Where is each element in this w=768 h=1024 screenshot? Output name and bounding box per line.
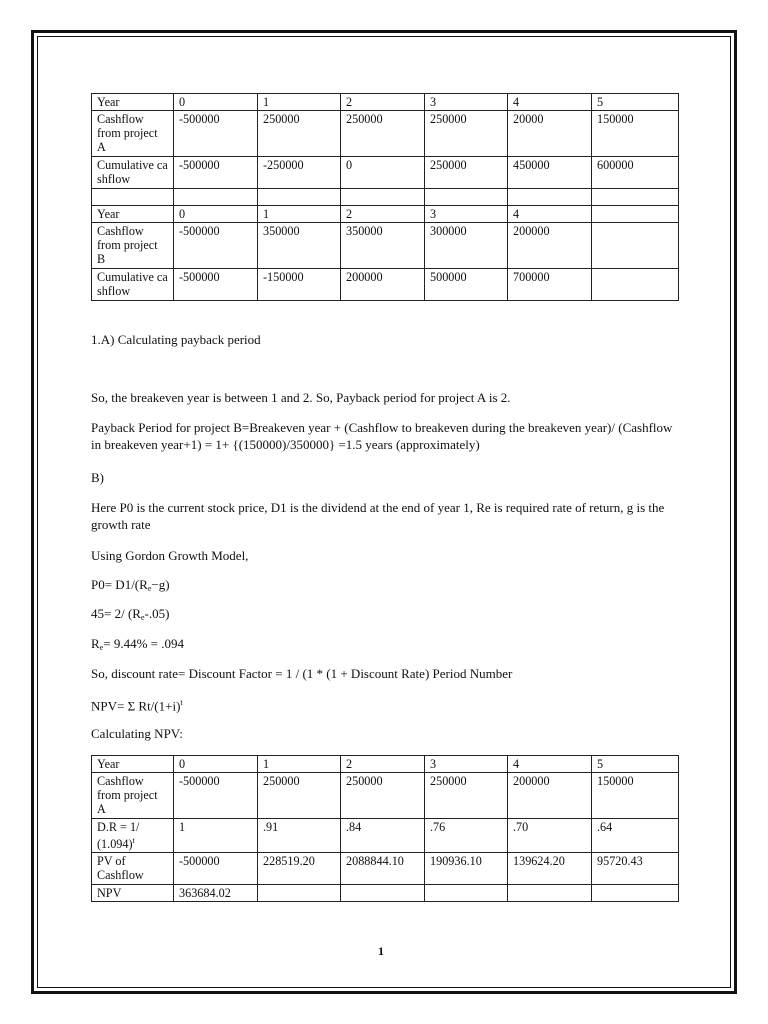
table-cell: Year [92,206,174,223]
formula-re [91,635,679,654]
table-cell: 2 [341,94,425,111]
table-cell [425,885,508,902]
table-cell: 4 [508,94,592,111]
row-label: Cumulative cashflow [97,158,168,186]
table-cell: 2088844.10 [341,853,425,885]
table-cell: 250000 [425,157,508,189]
heading-payback: 1.A) Calculating payback period [91,332,261,347]
table-cell: 250000 [258,773,341,819]
formula-subscript: e [140,613,145,622]
table-cell [258,189,341,206]
payback-table [91,93,679,301]
formula-part: −g) [151,577,170,592]
row-label: Cumulative cashflow [97,270,168,298]
table-cell: 0 [341,157,425,189]
table-cell: -250000 [258,157,341,189]
table-cell [508,885,592,902]
table-cell: .84 [341,819,425,853]
formula-part: P0= D1/(R [91,577,148,592]
table-row [92,885,679,902]
table-cell [341,189,425,206]
table-cell [92,223,174,269]
table-cell: .76 [425,819,508,853]
npv-formula [91,694,679,714]
table-cell: -500000 [174,111,258,157]
table-cell: 0 [174,206,258,223]
formula-superscript: t [132,836,135,845]
table-cell [92,189,174,206]
table-cell [592,206,679,223]
table-cell: 20000 [508,111,592,157]
table-cell [92,773,174,819]
formula-p0 [91,576,679,595]
table-cell: 150000 [592,773,679,819]
table-cell: .70 [508,819,592,853]
npv-table-wrap [91,755,679,902]
table-cell: 95720.43 [592,853,679,885]
table-row [92,819,679,853]
formula-part: 45= 2/ (R [91,606,141,621]
table-cell: 2 [341,206,425,223]
table-cell [92,157,174,189]
table-cell: Year [92,756,174,773]
table-row [92,269,679,301]
table-cell: 300000 [425,223,508,269]
table-cell: NPV [92,885,174,902]
table-cell: 150000 [592,111,679,157]
table-cell: 1 [258,756,341,773]
table-cell: 600000 [592,157,679,189]
row-label: Cashflow from project A [97,774,158,816]
table-row [92,189,679,206]
table-cell [592,189,679,206]
table-cell: 139624.20 [508,853,592,885]
table-cell: 500000 [425,269,508,301]
table-row [92,773,679,819]
formula-part: -.05) [144,606,170,621]
table-cell: 250000 [341,773,425,819]
table-cell [92,853,174,885]
table-cell: 2 [341,756,425,773]
table-cell: 1 [174,819,258,853]
table-cell: 1 [258,206,341,223]
formula-part: = 9.44% = .094 [103,636,184,651]
table-cell: -500000 [174,157,258,189]
table-cell: 5 [592,94,679,111]
table-cell: .91 [258,819,341,853]
table-row [92,111,679,157]
row-label: Cashflow from project B [97,224,158,266]
table-cell: 190936.10 [425,853,508,885]
table-cell: 450000 [508,157,592,189]
table-cell [92,269,174,301]
table-cell: 250000 [341,111,425,157]
table-row [92,223,679,269]
table-cell: 250000 [425,111,508,157]
table-cell: 1 [258,94,341,111]
gordon-text: Using Gordon Growth Model, [91,548,249,563]
table-cell: 3 [425,756,508,773]
table-cell: 200000 [508,773,592,819]
table-cell: 350000 [258,223,341,269]
table-cell: 4 [508,206,592,223]
table-cell: .64 [592,819,679,853]
formula-superscript: t [180,698,183,707]
table-cell: -500000 [174,773,258,819]
table-cell: 0 [174,756,258,773]
table-cell: 250000 [425,773,508,819]
breakeven-text: So, the breakeven year is between 1 and 2. So, Payback period for project A is 2. [91,390,511,405]
npv-table [91,755,679,902]
calc-npv-heading: Calculating NPV: [91,726,183,741]
row-label: PV of Cashflow [97,854,144,883]
table-cell: -500000 [174,269,258,301]
table-cell [592,885,679,902]
table-cell: 5 [592,756,679,773]
payback-b-text: Payback Period for project B=Breakeven year + (Cashflow to breakeven during the breakeven year)/ (Cashflow in breakeven year+1) = 1+ {(150000)/350000} =1.5 years (approximately) [91,420,673,452]
table-cell: -500000 [174,853,258,885]
table-cell: 3 [425,206,508,223]
definitions-text: Here P0 is the current stock price, D1 is the dividend at the end of year 1, Re is required rate of return, g is the growth rate [91,500,665,532]
table-cell [592,223,679,269]
payback-table-wrap [91,93,679,301]
table-cell: 350000 [341,223,425,269]
table-cell: -500000 [174,223,258,269]
table-row [92,756,679,773]
table-row [92,853,679,885]
formula-45 [91,605,679,624]
table-cell [174,189,258,206]
table-cell: 200000 [508,223,592,269]
table-cell: 4 [508,756,592,773]
table-cell: 3 [425,94,508,111]
table-row [92,157,679,189]
formula-subscript: e [99,643,104,652]
formula-subscript: e [147,584,152,593]
row-label: D.R = 1/ (1.094) [97,820,140,852]
table-cell [508,189,592,206]
page-number: 1 [378,944,384,958]
table-cell: 0 [174,94,258,111]
table-cell [258,885,341,902]
row-label: Cashflow from project A [97,112,158,154]
table-cell: 363684.02 [174,885,258,902]
table-cell [92,819,174,853]
discount-text: So, discount rate= Discount Factor = 1 / (1 * (1 + Discount Rate) Period Number [91,666,513,681]
formula-part: R [91,636,100,651]
table-cell: Year [92,94,174,111]
table-cell: 700000 [508,269,592,301]
table-cell [425,189,508,206]
table-row [92,206,679,223]
table-row [92,94,679,111]
table-cell [92,111,174,157]
formula-part: NPV= Σ Rt/(1+i) [91,698,181,714]
table-cell [592,269,679,301]
heading-b: B) [91,470,104,485]
table-cell: 250000 [258,111,341,157]
table-cell: 200000 [341,269,425,301]
table-cell: 228519.20 [258,853,341,885]
table-cell [341,885,425,902]
table-cell: -150000 [258,269,341,301]
